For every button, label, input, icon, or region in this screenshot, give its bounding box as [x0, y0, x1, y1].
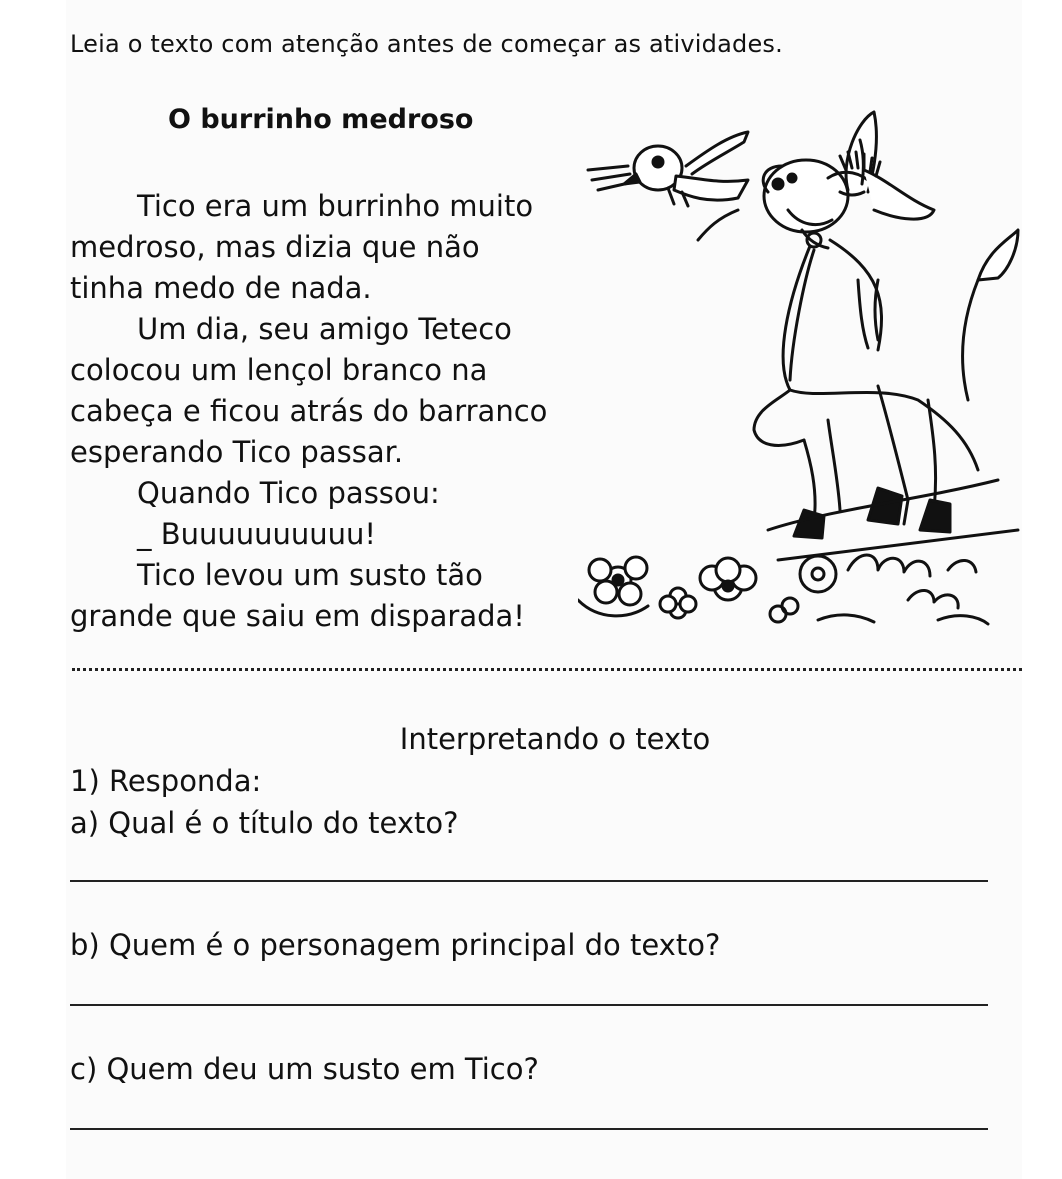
answer-line-a[interactable]: [70, 880, 988, 882]
bird-icon: [588, 132, 748, 240]
donkey-and-bird-icon: [578, 100, 1028, 640]
question-a: a) Qual é o título do texto?: [70, 806, 459, 840]
story-line: grande que saiu em disparada!: [70, 599, 525, 633]
donkey-icon: [754, 112, 1018, 538]
story-line: _ Buuuuuuuuuu!: [137, 517, 377, 551]
story-line: cabeça e ficou atrás do barranco: [70, 394, 548, 428]
flowers-icon: [578, 480, 1018, 624]
section-title: Interpretando o texto: [399, 722, 711, 756]
story-line: Um dia, seu amigo Teteco: [137, 312, 512, 346]
instruction-text: Leia o texto com atenção antes de começar as atividades.: [70, 30, 783, 58]
activity-prompt: 1) Responda:: [70, 764, 262, 798]
story-line: medroso, mas dizia que não: [70, 230, 480, 264]
question-c: c) Quem deu um susto em Tico?: [70, 1052, 539, 1086]
question-b: b) Quem é o personagem principal do texto?: [70, 928, 721, 962]
section-divider: [72, 668, 1022, 671]
story-line: esperando Tico passar.: [70, 435, 404, 469]
answer-line-b[interactable]: [70, 1004, 988, 1006]
answer-line-c[interactable]: [70, 1128, 988, 1130]
story-line: Tico era um burrinho muito: [137, 189, 534, 223]
story-line: colocou um lençol branco na: [70, 353, 488, 387]
story-text: [70, 186, 590, 637]
story-line: Quando Tico passou:: [137, 476, 440, 510]
story-line: tinha medo de nada.: [70, 271, 372, 305]
story-line: Tico levou um susto tão: [137, 558, 483, 592]
story-title: O burrinho medroso: [168, 104, 474, 135]
